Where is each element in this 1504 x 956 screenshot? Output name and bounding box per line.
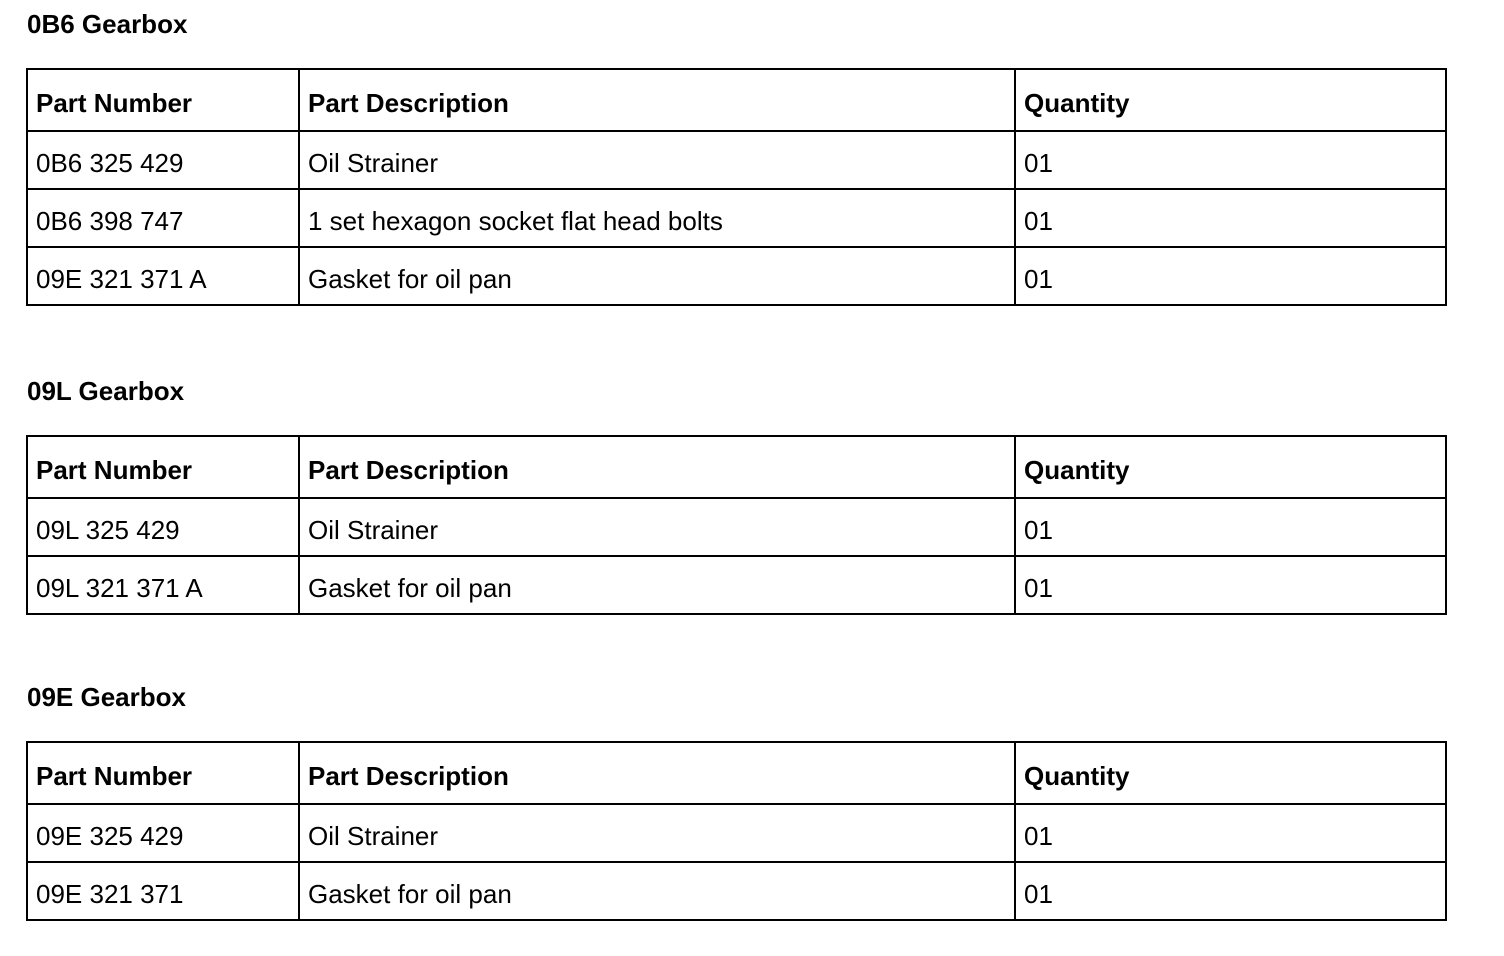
table-row	[27, 498, 1446, 556]
section-title-09e-gearbox: 09E Gearbox	[27, 682, 186, 712]
part-description-cell: Oil Strainer	[299, 131, 1015, 189]
quantity-cell: 01	[1015, 804, 1446, 862]
column-header-part-number: Part Number	[27, 69, 299, 131]
column-header-quantity: Quantity	[1015, 436, 1446, 498]
part-description-cell: Gasket for oil pan	[299, 862, 1015, 920]
quantity-cell: 01	[1015, 862, 1446, 920]
parts-table-0b6-gearbox	[26, 68, 1447, 306]
part-number-cell: 0B6 325 429	[27, 131, 299, 189]
part-description-cell: Gasket for oil pan	[299, 556, 1015, 614]
column-header-quantity: Quantity	[1015, 69, 1446, 131]
column-header-part-number: Part Number	[27, 742, 299, 804]
part-description-cell: Gasket for oil pan	[299, 247, 1015, 305]
table-row	[27, 131, 1446, 189]
table-header-row	[27, 742, 1446, 804]
table-header-row	[27, 436, 1446, 498]
part-number-cell: 09E 321 371	[27, 862, 299, 920]
parts-table-09e-gearbox	[26, 741, 1447, 921]
table-row	[27, 862, 1446, 920]
column-header-quantity: Quantity	[1015, 742, 1446, 804]
column-header-part-number: Part Number	[27, 436, 299, 498]
table-row	[27, 247, 1446, 305]
parts-table-09l-gearbox	[26, 435, 1447, 615]
part-description-cell: Oil Strainer	[299, 804, 1015, 862]
part-number-cell: 09E 325 429	[27, 804, 299, 862]
quantity-cell: 01	[1015, 189, 1446, 247]
part-number-cell: 09L 325 429	[27, 498, 299, 556]
section-title-0b6-gearbox: 0B6 Gearbox	[27, 9, 188, 39]
part-description-cell: 1 set hexagon socket flat head bolts	[299, 189, 1015, 247]
table-header-row	[27, 69, 1446, 131]
table-row	[27, 189, 1446, 247]
table-row	[27, 556, 1446, 614]
part-number-cell: 09L 321 371 A	[27, 556, 299, 614]
column-header-part-description: Part Description	[299, 742, 1015, 804]
column-header-part-description: Part Description	[299, 436, 1015, 498]
part-number-cell: 09E 321 371 A	[27, 247, 299, 305]
part-number-cell: 0B6 398 747	[27, 189, 299, 247]
quantity-cell: 01	[1015, 247, 1446, 305]
section-title-09l-gearbox: 09L Gearbox	[27, 376, 185, 406]
table-row	[27, 804, 1446, 862]
quantity-cell: 01	[1015, 131, 1446, 189]
quantity-cell: 01	[1015, 498, 1446, 556]
quantity-cell: 01	[1015, 556, 1446, 614]
column-header-part-description: Part Description	[299, 69, 1015, 131]
part-description-cell: Oil Strainer	[299, 498, 1015, 556]
